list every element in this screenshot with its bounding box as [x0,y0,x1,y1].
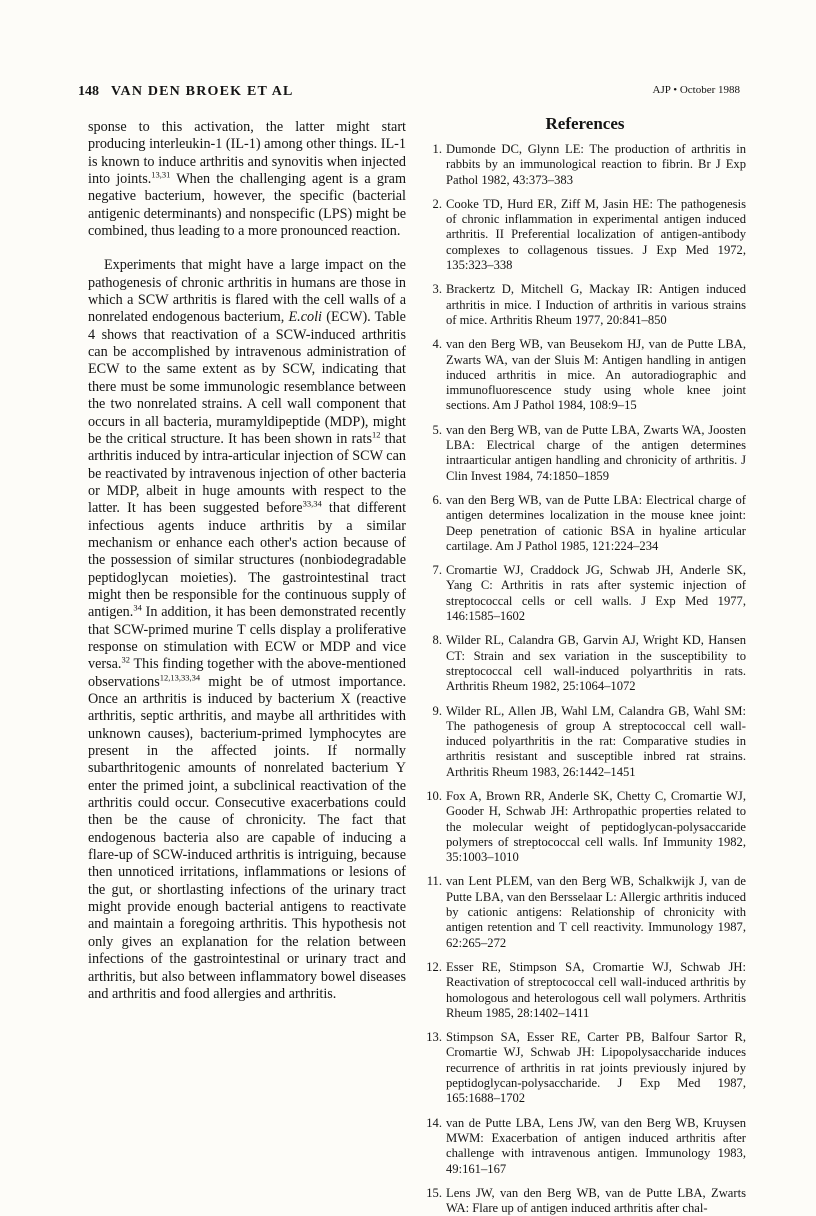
body-paragraph [88,257,406,1003]
paragraph-text: might be of utmost importance. Once an arthritis is induced by bacterium X (reactive arthritis, septic arthritis, and maybe all arthritides with unknown causes), bacterium-primed lymphocytes are present in the affected joints. If normally subarthritogenic amounts of nonrelated bacterium Y enter the primed joint, a subclinical reactivation of the arthritis could occur. Consecutive exacerbations could then be the cause of chronicity. The fact that endogenous bacteria also are capable of inducing a flare-up of SCW-induced arthritis is intriguing, because then unnoticed irritations, inflammations or lesions of the gut, or shortlasting infections of the urinary tract might provide enough bacterial antigens to reactivate and maintain a foregoing arthritis. This hypothesis not only gives an explanation for the relation between infections of the gastrointestinal or urinary tract and arthritis, but also between inflammatory bowel diseases and arthritis and food allergies and arthritis. [88,673,406,1002]
reference-text: van den Berg WB, van de Putte LBA: Electrical charge of antigen determines localization in the mouse knee joint: Deep penetration of cationic BSA in hyaline articular cartilage. Am J Pathol 1985, 121:224–234 [446,492,746,553]
reference-text: Cromartie WJ, Craddock JG, Schwab JH, Anderle SK, Yang C: Arthritis in rats after systemic injection of streptococcal cells or cell walls. J Exp Med 1977, 146:1585–1602 [446,563,746,624]
reference-item [424,142,746,188]
reference-number: 3 . [424,282,442,297]
references-column [424,114,746,1216]
reference-item [424,1186,746,1216]
reference-text: van den Berg WB, van Beusekom HJ, van de Putte LBA, Zwarts WA, van der Sluis M: Antigen handling in antigen induced arthritis in mice. An autoradiographic and immunofluorescence study using whole knee joint sections. Am J Pathol 1984, 108:9–15 [446,337,746,413]
paragraph-text: This finding together with the above-mentioned observations [88,656,406,690]
reference-item [424,423,746,484]
reference-item [424,493,746,554]
reference-number: 9 . [424,704,442,719]
running-header [78,84,740,104]
citation-superscript: 12,13,33,34 [159,671,201,682]
reference-item [424,1116,746,1177]
paragraph-text: that arthritis induced by intra-articular injection of SCW can be reactivated by intravenous injection of other bacteria or MDP, albeit in huge amounts with respect to the latter. It has been suggested before [88,430,407,517]
reference-number: 6 . [424,493,442,508]
citation-superscript: 34 [133,602,142,613]
reference-item [424,633,746,694]
reference-text: Dumonde DC, Glynn LE: The production of arthritis in rabbits by an immunological reaction to fibrin. Br J Exp Pathol 1982, 43:373–383 [446,142,746,187]
reference-number: 12 . [424,960,442,975]
italic-term: E.coli [288,309,323,326]
paragraph-text: When the challenging agent is a gram negative bacterium, however, the specific (bacterial antigenic determinants) and nonspecific (LPS) might be combined, thus leading to a more pronounced reaction. [88,171,406,240]
reference-item [424,704,746,780]
reference-item [424,874,746,950]
paragraph-text: In addition, it has been demonstrated recently that SCW-primed murine T cells display a proliferative response on stimulation with ECW or MDP and vice versa. [88,604,406,673]
page-number: 148 [78,84,99,99]
reference-text: Lens JW, van den Berg WB, van de Putte LBA, Zwarts WA: Flare up of antigen induced arthritis after chal- [446,1185,746,1216]
reference-number: 14 . [424,1116,442,1131]
reference-text: Stimpson SA, Esser RE, Carter PB, Balfour Sartor R, Cromartie WJ, Schwab JH: Lipopolysaccharide induces recurrence of arthritis in rat joints previously injured by peptidoglycan-polysaccharide. J Exp Med 1987, 165:1688–1702 [446,1030,746,1106]
reference-number: 7 . [424,563,442,578]
reference-list [424,142,746,1216]
reference-number: 1 . [424,142,442,157]
reference-text: van de Putte LBA, Lens JW, van den Berg WB, Kruysen MWM: Exacerbation of antigen induced arthritis after challenge with intravenous antigen. Immunology 1983, 49:161–167 [446,1115,746,1176]
paragraph-text: sponse to this activation, the latter might start producing interleukin-1 (IL-1) among other things. IL-1 is known to induce arthritis and synovitis when injected into joints. [88,119,406,188]
reference-number: 10 . [424,789,442,804]
reference-text: van den Berg WB, van de Putte LBA, Zwarts WA, Joosten LBA: Electrical charge of the antigen determines intraarticular antigen handling and chronicity of arthritis. J Clin Invest 1984, 74:1850–1859 [446,422,746,483]
body-paragraph [88,119,406,240]
reference-number: 8 . [424,633,442,648]
reference-number: 5 . [424,423,442,438]
citation-superscript: 13,31 [151,169,171,180]
paragraph-text: that different infectious agents induce arthritis by a similar mechanism or enhance each other's action because of the possession of similar structures (nonbiodegradable peptidoglycan moieties). The gastrointestinal tract might then be responsible for the continuous supply of antigen. [88,500,407,621]
reference-number: 15 . [424,1186,442,1201]
reference-item [424,337,746,413]
citation-superscript: 32 [121,654,130,665]
reference-text: Fox A, Brown RR, Anderle SK, Chetty C, Cromartie WJ, Gooder H, Schwab JH: Arthropathic properties related to the molecular weight of peptidoglycan-polysaccaride polymers of streptococcal cell walls. Inf Immunity 1982, 35:1003–1010 [446,788,746,865]
reference-number: 2 . [424,197,442,212]
reference-text: Cooke TD, Hurd ER, Ziff M, Jasin HE: The pathogenesis of chronic inflammation in experimental antigen induced arthritis. II Preferential localization of antigen-antibody complexes to collagenous tissues. J Exp Med 1972, 135:323–338 [446,196,746,273]
reference-number: 11 . [424,874,442,889]
reference-item [424,197,746,273]
reference-text: Brackertz D, Mitchell G, Mackay IR: Antigen induced arthritis in mice. I Induction of arthritis in various strains of mice. Arthritis Rheum 1977, 20:841–850 [446,282,746,327]
reference-text: van Lent PLEM, van den Berg WB, Schalkwijk J, van de Putte LBA, van den Bersselaar L: Allergic arthritis induced by cationic antigens: Relationship of chronicity with antigen retention and T cell reactivity. Immunology 1987, 62:265–272 [446,874,746,950]
reference-item [424,960,746,1021]
reference-text: Esser RE, Stimpson SA, Cromartie WJ, Schwab JH: Reactivation of streptococcal cell wall-induced arthritis by homologous and heterologous cell wall polymers. Arthritis Rheum 1985, 28:1402–1411 [446,959,746,1020]
reference-item [424,563,746,624]
reference-item [424,282,746,328]
reference-number: 4 . [424,337,442,352]
citation-superscript: 33,34 [302,498,322,509]
body-text-column [88,119,406,1003]
paragraph-text: (ECW). Table 4 shows that reactivation of a SCW-induced arthritis can be accomplished by intravenous administration of ECW to the same extent as by SCW, indicating that there must be some immunologic resemblance between the two nonrelated strains. A cell wall component that occurs in all bacteria, muramyldipeptide (MDP), might be the critical structure. It has been shown in rats [88,309,406,447]
reference-text: Wilder RL, Calandra GB, Garvin AJ, Wright KD, Hansen CT: Strain and sex variation in the susceptibility to streptococcal cell wall-induced polyarthritis in rats. Arthritis Rheum 1982, 25:1064–1072 [446,633,746,694]
reference-item [424,789,746,865]
citation-superscript: 12 [372,429,381,440]
references-heading: References [545,114,625,133]
paragraph-text: Experiments that might have a large impact on the pathogenesis of chronic arthritis in humans are those in which a SCW arthritis is flared with the cell walls of a nonrelated endogenous bacterium, [88,257,406,326]
reference-text: Wilder RL, Allen JB, Wahl LM, Calandra GB, Wahl SM: The pathogenesis of group A streptococcal cell wall-induced polyarthritis in the rat: Comparative studies in arthritis resistant and susceptible inbred rat strains. Arthritis Rheum 1983, 26:1442–1451 [446,703,746,779]
journal-date: AJP • October 1988 [652,84,740,96]
running-authors: VAN DEN BROEK ET AL [111,84,294,99]
reference-item [424,1030,746,1106]
reference-number: 13 . [424,1030,442,1045]
